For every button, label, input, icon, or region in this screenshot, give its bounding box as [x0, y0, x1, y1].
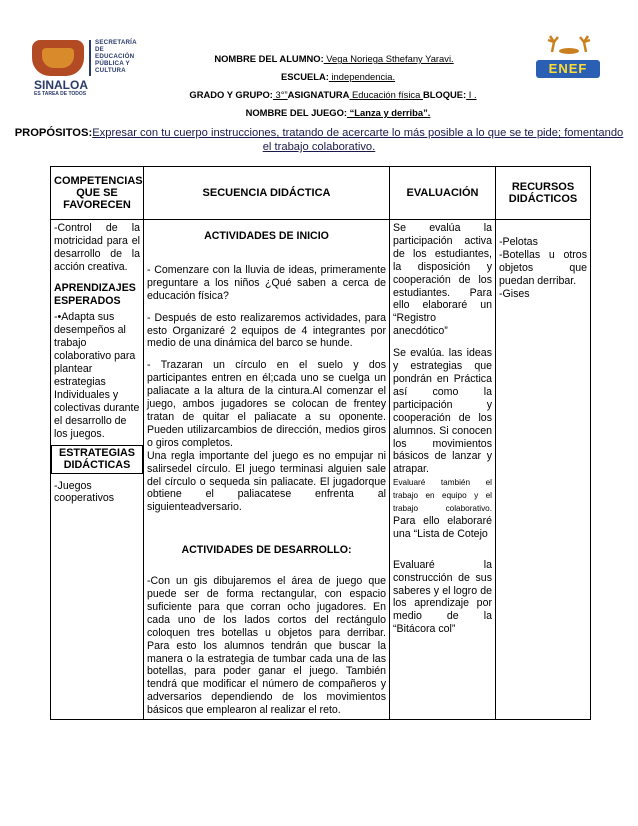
evaluacion-p4: Evaluaré la construcción de sus saberes y el logro de los aprendizaje por medio de la “Bitácora col”: [393, 558, 492, 636]
aprendizajes-title: APRENDIZAJES ESPERADOS: [54, 281, 136, 307]
recurso-item: -Gises: [499, 287, 530, 300]
table-header-row: [51, 167, 591, 220]
estrategias-text: -Juegos cooperativos: [54, 479, 115, 505]
block-value: I .: [466, 89, 477, 100]
aprendizajes-text: -•Adapta sus desempeños al trabajo colaborativo para plantear estrategias Individuales y colectivas durante el desarrollo de los juegos.: [54, 311, 140, 440]
student-name-label: NOMBRE DEL ALUMNO:: [214, 53, 324, 64]
subject-value: Educación física: [349, 89, 423, 100]
block-label: BLOQUE:: [422, 89, 467, 100]
game-label: NOMBRE DEL JUEGO:: [245, 107, 348, 118]
sinaloa-sepyc-logo: [32, 38, 142, 97]
game-value: “Lanza y derriba”.: [347, 107, 431, 118]
desarrollo-text: -Con un gis dibujaremos el área de juego que puede ser de forma rectangular, con espacio suficiente para que corran ocho jugadores. En cada uno de los lados cortos del rectángulo coloquen tres botellas u objetos para derribar. Para esto los alumnos tendrán que buscar la manera o la estrategia de tumbar cada una de las botellas, para poder ganar el juego. También tendrá que modificar el número de compañeros y adversarios dependiendo de los movimientos básicos que emplearon al realizar el reto.: [147, 575, 386, 717]
header-secuencia: SECUENCIA DIDÁCTICA: [144, 167, 390, 220]
desarrollo-title: ACTIVIDADES DE DESARROLLO:: [181, 544, 352, 557]
secuencia-cell: [144, 220, 390, 720]
evaluacion-p3-small: Evaluaré también el trabajo en equipo y el trabajo colaborativo.: [393, 478, 492, 514]
enef-badge: ENEF: [536, 60, 600, 78]
header-evaluacion: EVALUACIÓN: [390, 167, 496, 220]
school-line: [0, 71, 638, 82]
inicio-title: ACTIVIDADES DE INICIO: [204, 230, 329, 242]
purpose-label: PROPÓSITOS:: [14, 127, 93, 139]
student-name-value: Vega Noriega Sthefany Yaravi.: [323, 53, 454, 64]
school-label: ESCUELA:: [280, 71, 329, 82]
logo-state-text: SINALOA: [34, 78, 88, 92]
school-value: independencia.: [328, 71, 396, 82]
table-body-row: [51, 220, 591, 720]
evaluacion-p3-rest: Para ello elaboraré una “Lista de Cotejo: [393, 514, 492, 540]
deer-antlers-icon: [544, 34, 594, 54]
grade-line: [0, 89, 638, 100]
competencias-cell: [51, 220, 144, 720]
recurso-item: -Pelotas: [499, 236, 538, 248]
student-name-line: [0, 53, 638, 64]
purpose-text: Expresar con tu cuerpo instrucciones, tratando de acercarte lo más posible a lo que se te pide; fomentando el trabajo colaborativo.: [92, 127, 624, 153]
inicio-item: - Después de esto realizaremos actividades, para esto Organizaré 2 equipos de 4 integrantes por medio de una dinámica del barco se hunde.: [147, 311, 386, 350]
grade-value: 3°”: [272, 89, 288, 100]
logo-tagline-text: ES TAREA DE TODOS: [34, 91, 87, 97]
competencias-text: -Control de la motricidad para el desarrollo de la acción creativa.: [54, 222, 140, 273]
didactic-table: [50, 166, 591, 720]
inicio-item: - Trazaran un círculo en el suelo y dos participantes entren en él;cada uno se cuelga un paliacate a la altura de la cintura.Al comenzar el juego, ambos jugadores se colocan de frentey tratan de quitar el paliacate a su oponente. Pueden utilizarcambios de dirección, medios giros o giros completos.: [147, 359, 386, 449]
header-recursos: RECURSOS DIDÁCTICOS: [496, 167, 591, 220]
inicio-item: Una regla importante del juego es no empujar ni salirsedel círculo. El juego terminasi alguien sale del círculo o sequeda sin paliacate. El jugadorque obtiene el paliacatese enfrenta al siguienteadversario.: [147, 449, 386, 514]
evaluacion-p1: Se evalúa la participación activa de los estudiantes, la disposición y cooperación de los estudiantes. Para ello elaboraré un “Registro anecdótico”: [393, 222, 492, 338]
logo-department-text: SECRETARÍA DE EDUCACIÓN PÚBLICA Y CULTURA: [95, 39, 137, 74]
recurso-item: -Botellas u otros objetos que puedan derribar.: [499, 248, 587, 287]
estrategias-title: ESTRATEGIAS DIDÁCTICAS: [51, 445, 143, 474]
evaluacion-p2: Se evalúa. las ideas y estrategias que pondrán en Práctica así como la participación y cooperación de los alumnos. Si conocen los movimientos básicos de lanzar y atrapar.: [393, 347, 492, 476]
recursos-cell: [496, 220, 591, 720]
evaluacion-cell: [390, 220, 496, 720]
grade-label: GRADO Y GRUPO:: [189, 89, 273, 100]
purpose-block: [12, 126, 626, 154]
inicio-item: - Comenzare con la lluvia de ideas, primeramente preguntare a los niños ¿Qué saben a cerca de educación física?: [147, 263, 386, 302]
game-line: [0, 107, 638, 118]
header-competencias: COMPETENCIAS QUE SE FAVORECEN: [51, 167, 144, 220]
subject-label: ASIGNATURA: [287, 89, 350, 100]
